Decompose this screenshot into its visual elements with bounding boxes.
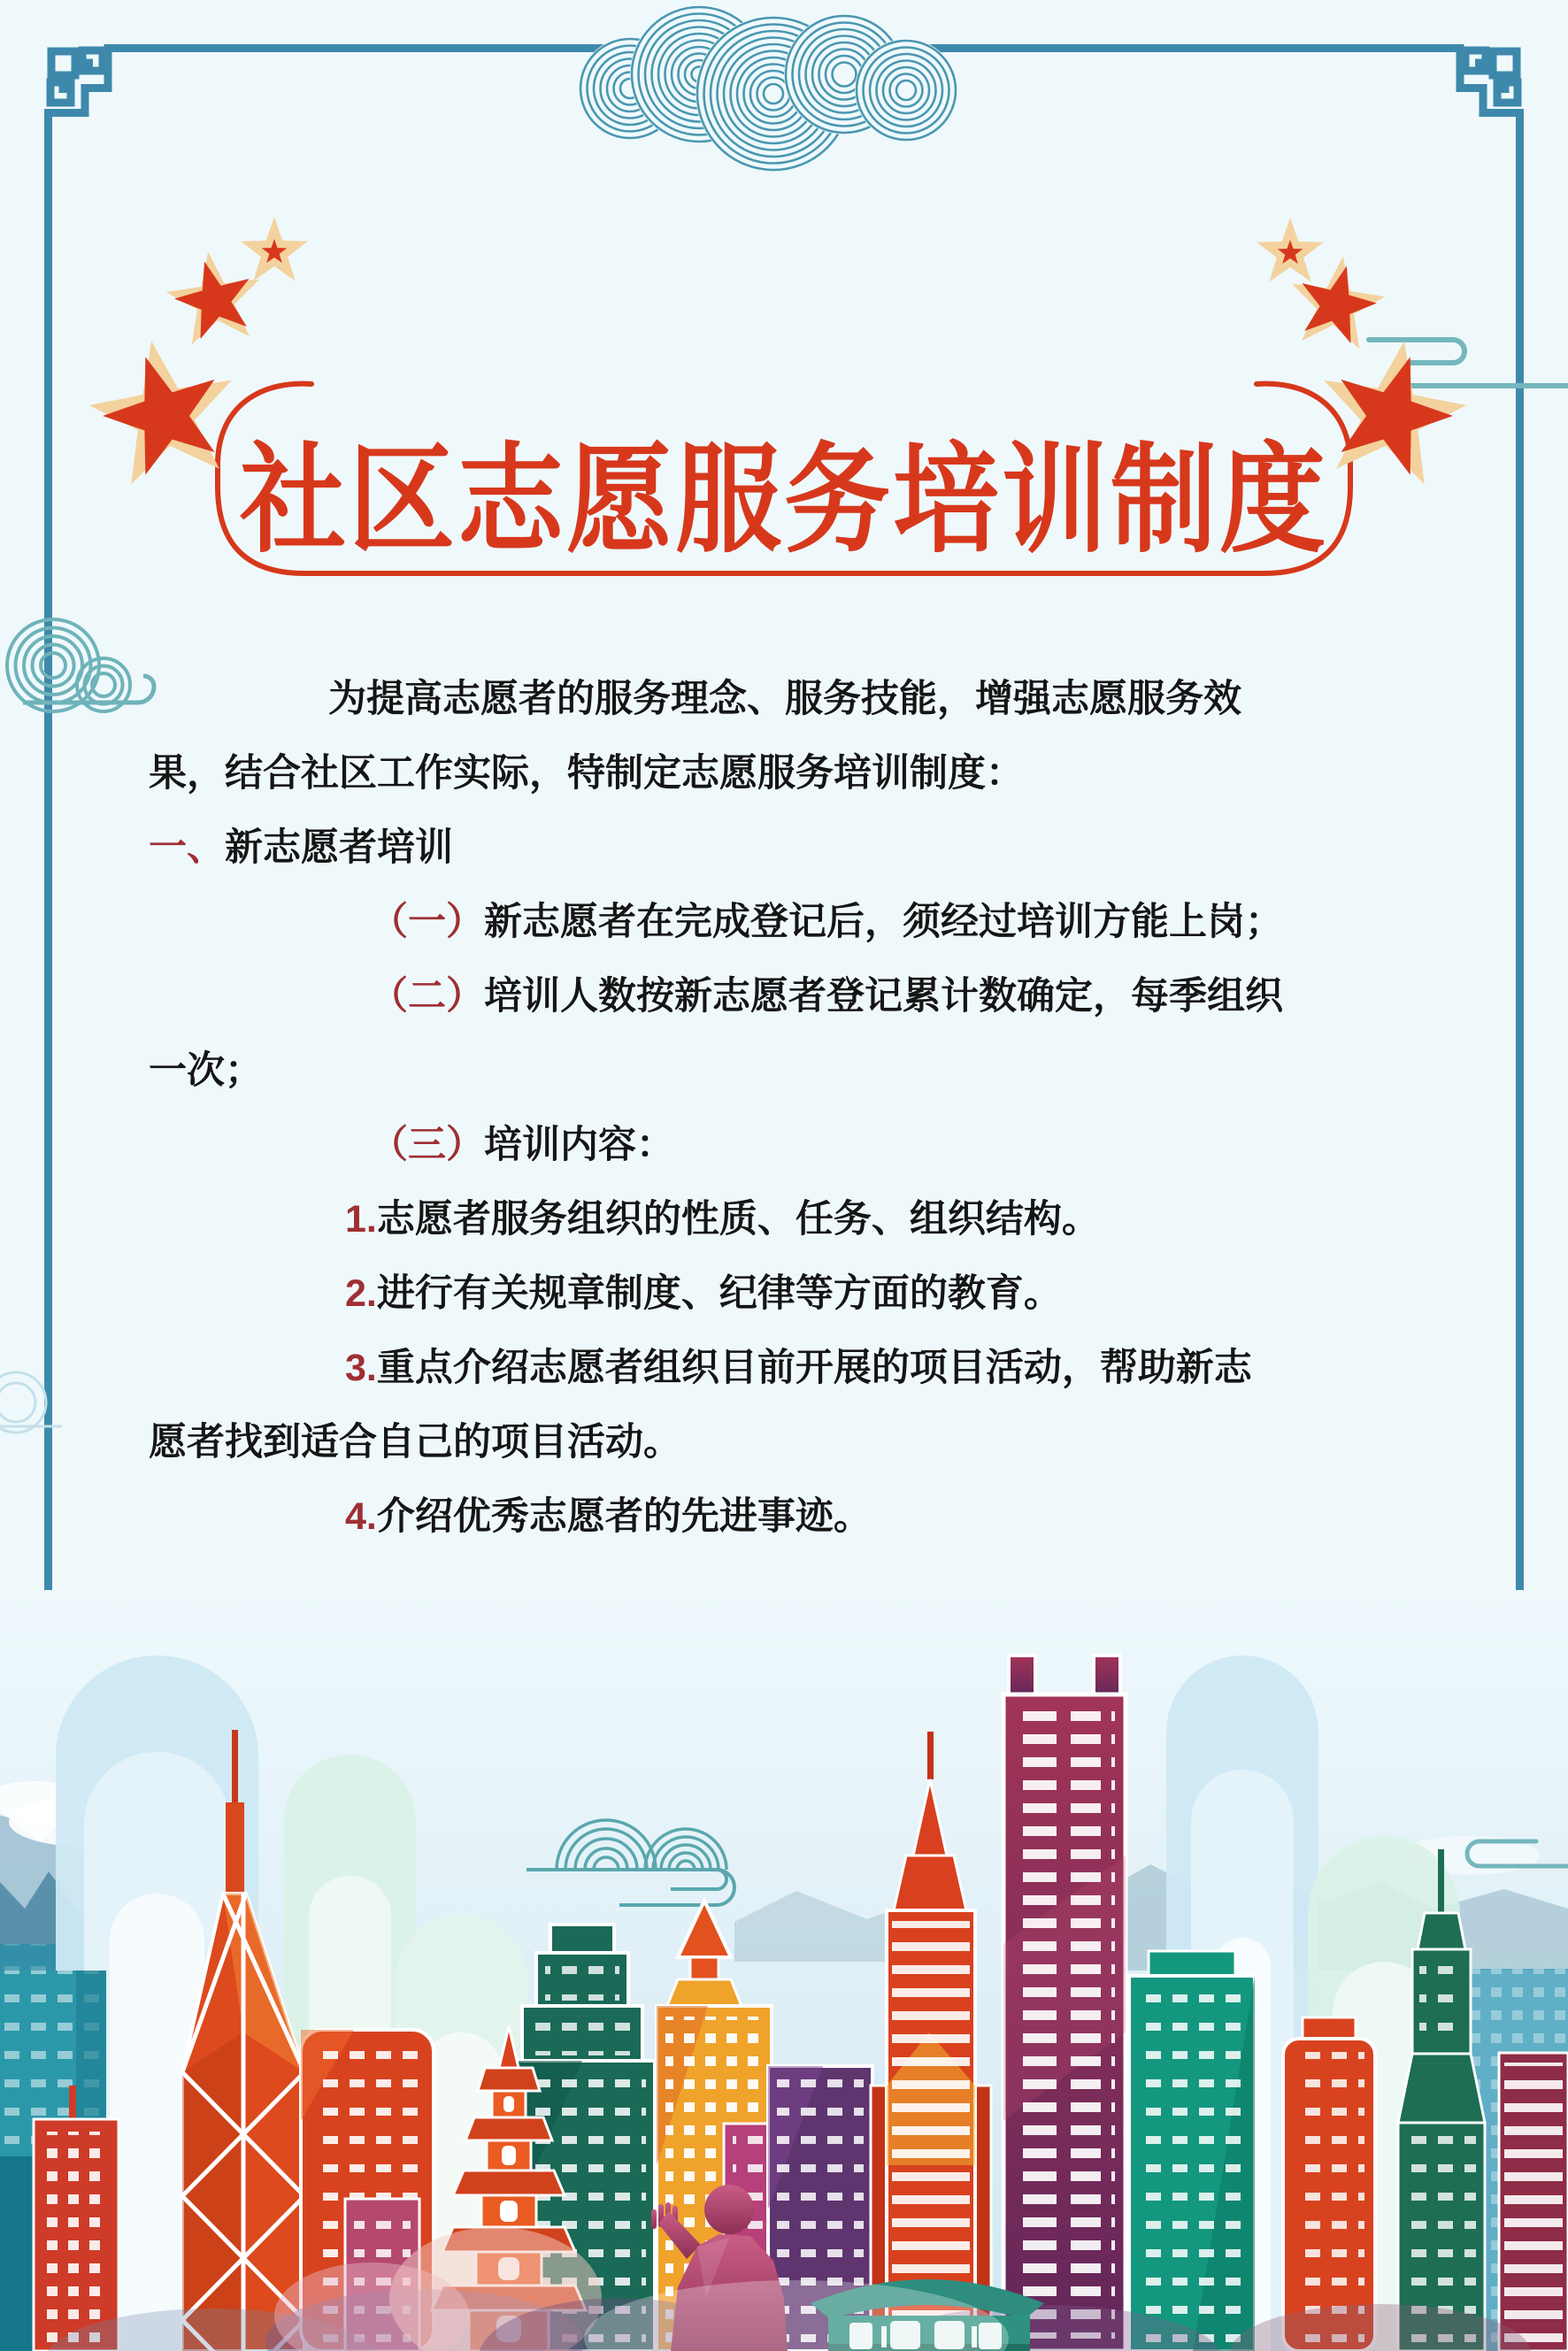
page-title: 社区志愿服务培训制度: [240, 434, 1328, 567]
line-text: 培训内容：: [484, 1124, 674, 1166]
line-marker: 4.: [345, 1495, 377, 1538]
corner-knot-icon-top-right: [1440, 49, 1520, 134]
body-text: [149, 662, 1432, 1554]
building-maroon-tall: [1003, 1656, 1126, 2351]
spiral-cloud-icon-top: [579, 5, 957, 172]
text-line: [149, 1256, 1432, 1331]
line-marker: 3.: [345, 1347, 377, 1389]
line-marker: （三）: [370, 1124, 484, 1166]
building-red-right: [1283, 2017, 1375, 2351]
line-marker: （二）: [370, 975, 484, 1018]
text-line: [149, 1405, 1432, 1479]
building-red-small-left: [34, 2086, 119, 2351]
text-line: [149, 811, 1432, 885]
spiral-cloud-icon-left: [7, 619, 154, 711]
line-text: 志愿者服务组织的性质、任务、组织结构。: [376, 1198, 1100, 1241]
line-text: 果，结合社区工作实际，特制定志愿服务培训制度：: [149, 752, 1024, 795]
cityscape-illustration: [0, 1590, 1568, 2351]
line-text: 一次；: [149, 1049, 263, 1092]
line-text: 新志愿者在完成登记后，须经过培训方能上岗；: [484, 901, 1283, 943]
line-text: 培训人数按新志愿者登记累计数确定，每季组织: [484, 975, 1283, 1018]
line-marker: 2.: [345, 1272, 377, 1315]
line-text: 介绍优秀志愿者的先进事迹。: [376, 1495, 872, 1538]
text-line: [149, 1331, 1432, 1405]
line-text: 重点介绍志愿者组织目前开展的项目活动，帮助新志: [376, 1347, 1252, 1389]
line-marker: 1.: [345, 1198, 377, 1241]
text-line: [149, 1108, 1432, 1182]
building-teal-green-tower: [1129, 1951, 1255, 2351]
text-line: [149, 736, 1432, 811]
text-line: [149, 959, 1432, 1033]
line-text: 为提高志愿者的服务理念、服务技能，增强志愿服务效: [328, 678, 1241, 720]
line-marker: 一、: [149, 826, 225, 869]
text-line: [149, 1033, 1432, 1108]
line-text: 愿者找到适合自己的项目活动。: [149, 1421, 681, 1464]
text-line: [149, 1479, 1432, 1554]
line-text: 新志愿者培训: [225, 826, 453, 869]
text-line: [149, 885, 1432, 959]
building-maroon-striped-right: [1499, 2053, 1568, 2351]
text-line: [149, 1182, 1432, 1256]
line-text: 进行有关规章制度、纪律等方面的教育。: [376, 1272, 1062, 1315]
swirl-icon-faint-left: [0, 1372, 62, 1433]
line-marker: （一）: [370, 901, 484, 943]
text-line: [149, 662, 1432, 736]
corner-knot-icon-top-left: [49, 49, 129, 134]
